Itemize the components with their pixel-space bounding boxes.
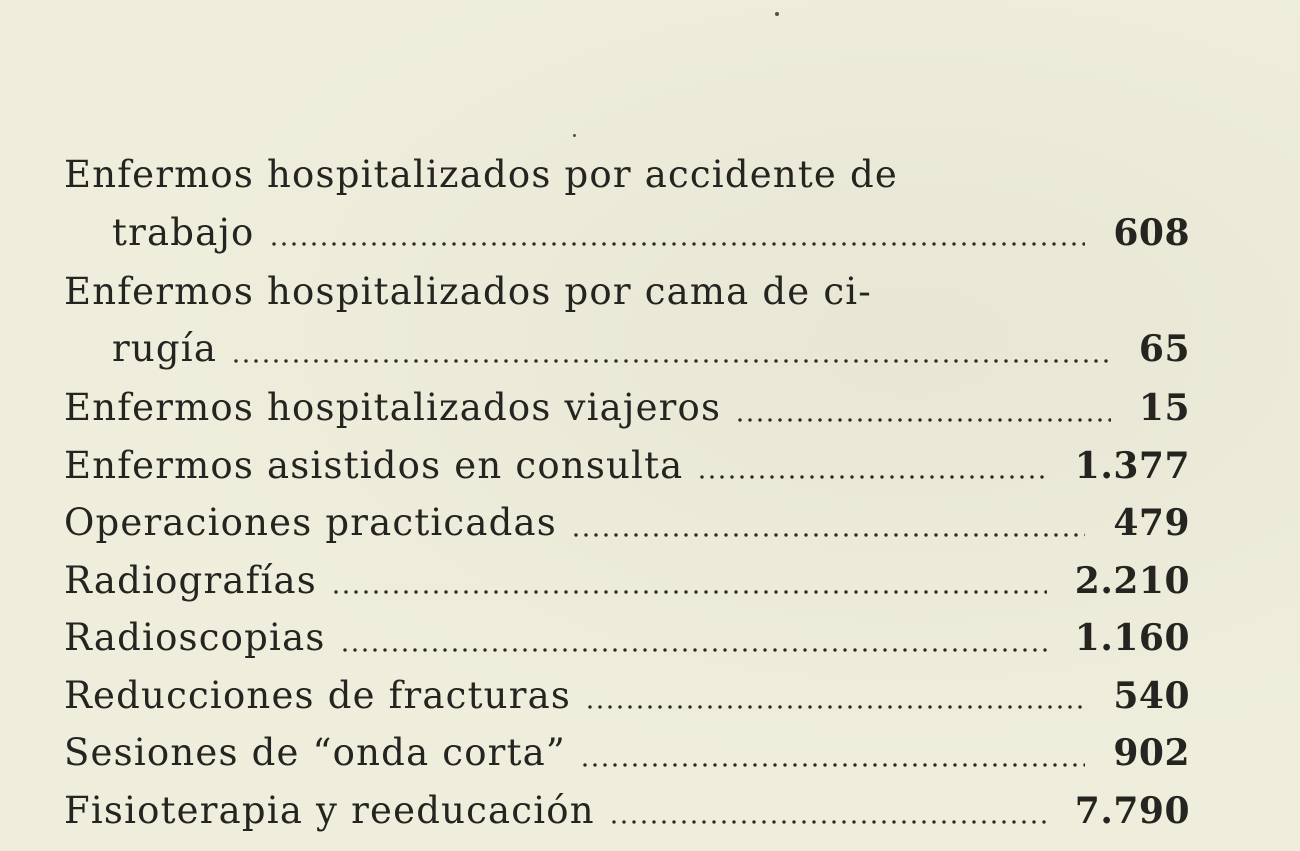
table-row: [64, 146, 1190, 204]
row-dotted-line: [64, 609, 1190, 668]
table-row: [64, 782, 1190, 840]
row-label: Enfermos hospitalizados viajeros: [64, 386, 722, 429]
dot-leader: [231, 359, 1111, 363]
row-value: 7.790: [1074, 789, 1190, 832]
row-label: Fisioterapia y reeducación: [64, 788, 595, 832]
row-label: Radioscopias: [64, 616, 326, 659]
row-label: Reducciones de fracturas: [64, 673, 572, 717]
dot-leader: [340, 648, 1047, 652]
row-label-line1: Enfermos hospitalizados por accidente de: [64, 153, 898, 196]
row-dotted-line: [64, 667, 1190, 726]
row-value: 1.377: [1074, 444, 1190, 487]
row-dotted-line: [64, 379, 1190, 438]
dot-leader: [585, 705, 1085, 709]
row-dotted-line: [112, 320, 1190, 379]
table-row: [64, 667, 1190, 725]
table-row: [64, 437, 1190, 495]
row-dotted-line: [64, 724, 1190, 783]
row-dotted-line: [64, 552, 1190, 611]
row-value: 608: [1113, 211, 1190, 254]
row-label: Sesiones de “onda corta”: [64, 731, 567, 774]
row-label: Radiografías: [64, 558, 317, 602]
print-speck: [573, 134, 576, 137]
table-row: [64, 552, 1190, 610]
statistics-table: [64, 146, 1190, 839]
dot-leader: [571, 533, 1085, 537]
row-value: 1.160: [1074, 617, 1190, 659]
row-value: 15: [1138, 387, 1190, 429]
row-value: 2.210: [1074, 559, 1190, 602]
table-row: [64, 204, 1190, 263]
row-label: Enfermos asistidos en consulta: [64, 443, 684, 487]
row-label-line1: Enfermos hospitalizados por cama de ci-: [64, 269, 872, 313]
dot-leader: [609, 820, 1047, 824]
row-value: 902: [1113, 732, 1190, 774]
table-row: [64, 609, 1190, 667]
row-dotted-line: [112, 204, 1190, 263]
table-row: [64, 724, 1190, 782]
dot-leader: [697, 475, 1046, 479]
row-label: Operaciones practicadas: [64, 501, 557, 544]
print-speck: [775, 12, 779, 16]
dot-leader: [269, 242, 1086, 246]
row-label-line2: trabajo: [112, 210, 255, 254]
row-dotted-line: [64, 437, 1190, 496]
table-row: [64, 320, 1190, 379]
table-row: [64, 379, 1190, 437]
row-value: 540: [1113, 674, 1190, 717]
row-value: 65: [1138, 328, 1190, 370]
row-dotted-line: [64, 494, 1190, 553]
row-label-line2: rugía: [112, 327, 218, 370]
dot-leader: [580, 763, 1085, 767]
dot-leader: [331, 590, 1047, 594]
table-row: [64, 263, 1190, 321]
row-value: 479: [1113, 502, 1190, 544]
row-dotted-line: [64, 782, 1190, 841]
table-row: [64, 494, 1190, 552]
dot-leader: [735, 418, 1111, 422]
